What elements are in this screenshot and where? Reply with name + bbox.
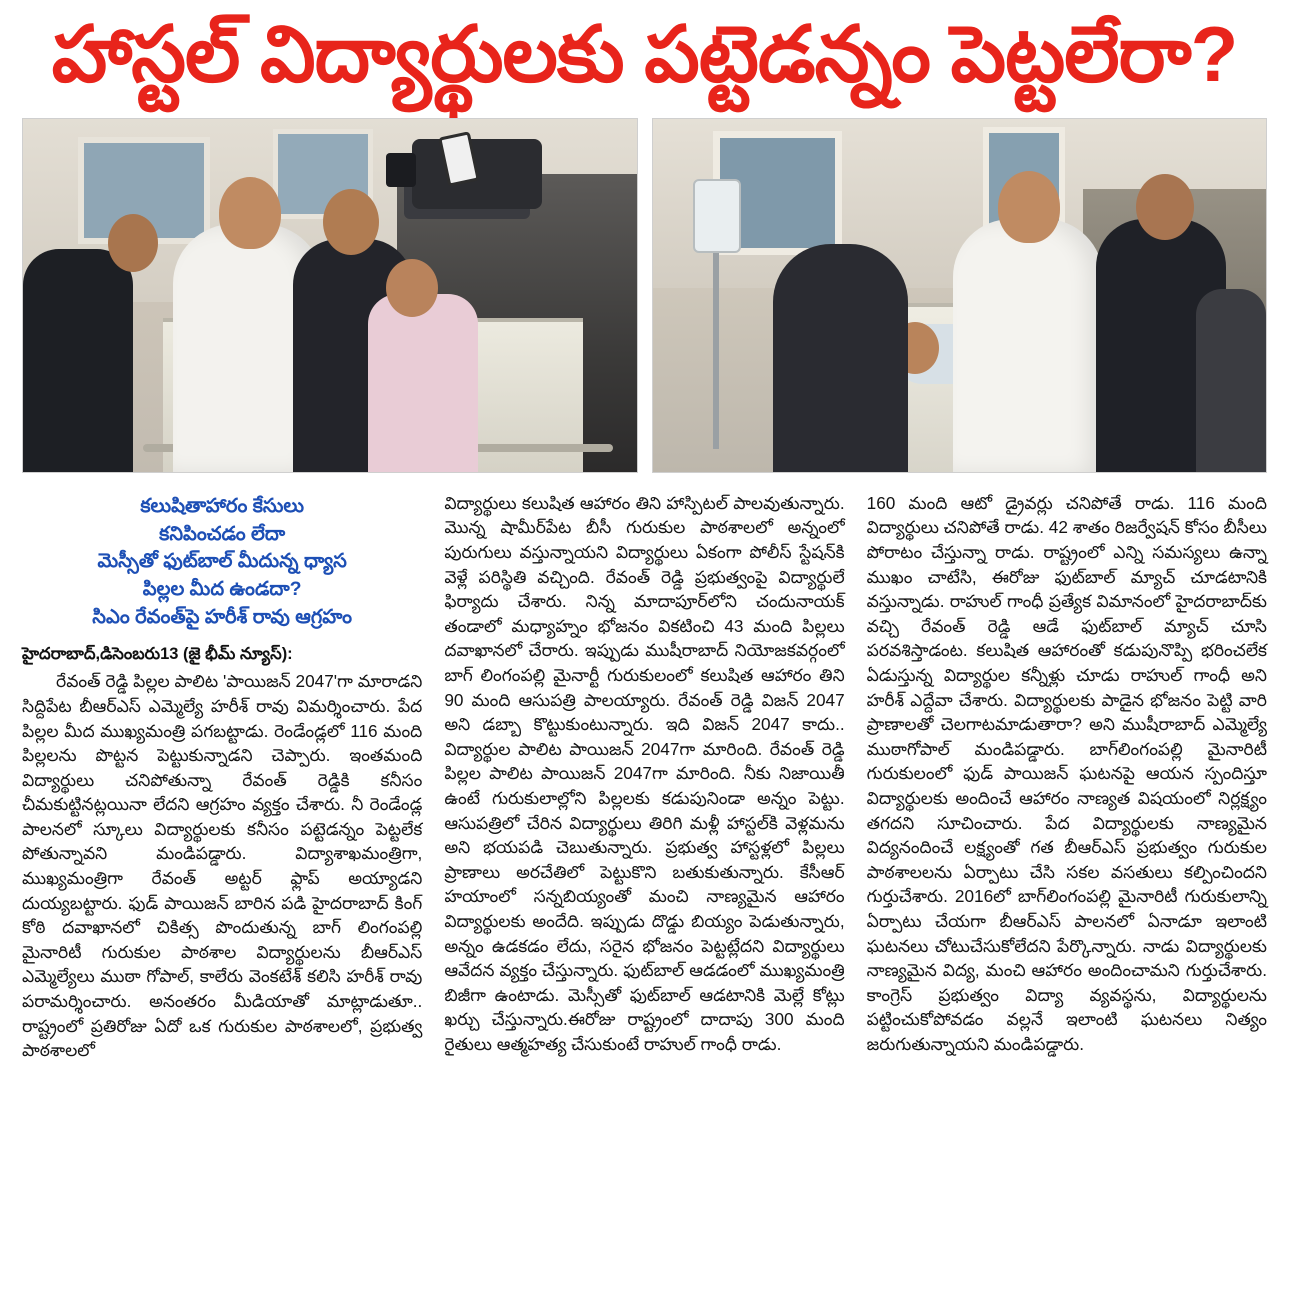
sub-headline-line-2: కనిపించడం లేదా [159, 522, 286, 545]
sub-headline [22, 493, 422, 631]
newspaper-page [0, 10, 1289, 1309]
paragraph: విద్యార్థులు కలుషిత ఆహారం తిని హాస్పిటల్ పాలవుతున్నారు. మొన్న షామీర్‌పేట బీసీ గురుకుల పాఠశాలలో అన్నంలో పురుగులు వస్తున్నాయని విద్యార్థులు ఏకంగా పోలీస్ స్టేషన్‌కి వెళ్లే పరిస్థితి వచ్చింది. రేవంత్ రెడ్డి ప్రభుత్వంపై విద్యార్థులే ఫిర్యాదు చేశారు. నిన్న మాదాపూర్‌లోని చందునాయక్ తండాలో మధ్యాహ్నం భోజనం వికటించి 43 మంది పిల్లలు దవాఖానలో చేరారు. ఇప్పుడు ముషీరాబాద్ నియోజకవర్గంలో బాగ్ లింగంపల్లి మైనార్టీ గురుకులంలో కలుషిత ఆహారం తిని 90 మంది ఆసుపత్రి పాలయ్యారు. రేవంత్ రెడ్డి విజన్ 2047 అని డబ్బా కొట్టుకుంటున్నారు. ఇది విజన్ 2047 కాదు.. విద్యార్థుల పాలిట పాయిజన్ 2047గా మారింది. రేవంత్ రెడ్డి పిల్లల పాలిట పాయిజన్ 2047గా మారింది. నీకు నిజాయితీ ఉంటే గురుకులాల్లోని పిల్లలకు కడుపునిండా అన్నం పెట్టు. ఆసుపత్రిలో చేరిన విద్యార్థులు తిరిగి మళ్లీ హాస్టల్‌కి వెళ్లమను అని భయపడి చెబుతున్నారు. ప్రభుత్వ హాస్టళ్లలో పిల్లలు ప్రాణాలు అరచేతిలో పెట్టుకొని బతుకుతున్నారు. కేసీఆర్ హయాంలో సన్నబియ్యంతో మంచి నాణ్యమైన ఆహారం విద్యార్థులకు అందేది. ఇప్పుడు దొడ్డు బియ్యం పెడుతున్నారు, అన్నం ఉడకడం లేదు, సరైన భోజనం పెట్టట్లేదని విద్యార్థులు ఆవేదన వ్యక్తం చేస్తున్నారు. ఫుట్‌బాల్ ఆడడంలో ముఖ్యమంత్రి బిజీగా ఉంటాడు. మెస్సీతో ఫుట్‌బాల్ ఆడటానికి మెల్లే కోట్లు ఖర్చు చేస్తున్నారు.ఈరోజు రాష్ట్రంలో దాదాపు 300 మంది రైతులు ఆత్మహత్య చేసుకుంటే రాహుల్ గాంధీ రాడు. [444, 492, 845, 1054]
article-body [22, 489, 1267, 1063]
photo-left-patient-figure [368, 294, 478, 473]
paragraph: రేవంత్ రెడ్డి పిల్లల పాలిట 'పాయిజన్ 2047'గా మారాడని సిద్దిపేట బీఆర్ఎస్ ఎమ్మెల్యే హరీశ్ రావు విమర్శించారు. పేద పిల్లల మీద ముఖ్యమంత్రి పగబట్టాడు. రెండేండ్లలో 116 మంది పిల్లలను పొట్టన పెట్టుకున్నాడని చెప్పారు. ఇంతమంది విద్యార్థులు చనిపోతున్నా రేవంత్ రెడ్డికి కనీసం చీమకుట్టినట్లయినా లేదని ఆగ్రహం వ్యక్తం చేశారు. నీ రెండేండ్ల పాలనలో స్కూలు విద్యార్థులకు కనీసం పట్టెడన్నం పెట్టలేక పోతున్నావని మండిపడ్డారు. విద్యాశాఖమంత్రిగా, ముఖ్యమంత్రిగా రేవంత్ అట్టర్ ఫ్లాప్ అయ్యాడని దుయ్యబట్టారు. ఫుడ్ పాయిజన్ బారిన పడి హైదరాబాద్ కింగ్ కోఠి దవాఖానలో చికిత్స పొందుతున్న బాగ్ లింగంపల్లి మైనారిటీ గురుకుల పాఠశాల విద్యార్థులను బీఆర్ఎస్ ఎమ్మెల్యేలు ముఠా గోపాల్, కాలేరు వెంకటేశ్ కలిసి హరీశ్ రావు పరామర్శించారు. అనంతరం మీడియాతో మాట్లాడుతూ.. రాష్ట్రంలో ప్రతిరోజు ఏదో ఒక గురుకుల పాఠశాలలో, ప్రభుత్వ పాఠశాలలో [22, 671, 423, 1061]
photo-right-leader-figure [953, 219, 1103, 473]
page-title: హాస్టల్ విద్యార్థులకు పట్టెడన్నం పెట్టలేరా? [51, 10, 1238, 98]
sub-headline-line-5: సిఎం రేవంత్‌పై హరీశ్ రావు ఆగ్రహం [92, 605, 353, 628]
sub-headline-line-1: కలుషితాహారం కేసులు [140, 494, 304, 517]
photo-left-patient-head [386, 259, 438, 317]
photo-right-attendant-figure [773, 244, 908, 473]
column-3 [867, 489, 1267, 1063]
iv-drip-icon [693, 179, 741, 253]
photo-left-bystander-head [108, 214, 158, 272]
photo-left-leader-head [219, 177, 281, 249]
column-1-text [22, 669, 422, 1063]
column-1 [22, 489, 422, 1063]
column-2-text [444, 491, 844, 1057]
sub-headline-line-3: మెస్సీతో ఫుట్‌బాల్ మీదున్న ధ్యాస [97, 550, 347, 573]
photo-row [22, 118, 1267, 473]
photo-left-aide-head [323, 189, 379, 255]
photo-right [652, 118, 1268, 473]
photo-right-foreground-figure [1196, 289, 1266, 473]
photo-left [22, 118, 638, 473]
column-3-text [867, 491, 1267, 1057]
photo-right-companion-head [1136, 174, 1194, 240]
sub-headline-line-4: పిల్లల మీద ఉండదా? [142, 577, 302, 600]
paragraph: 160 మంది ఆటో డ్రైవర్లు చనిపోతే రాడు. 116 మంది విద్యార్థులు చనిపోతే రాడు. 42 శాతం రిజర్వేషన్ కోసం బీసీలు పోరాటం చేస్తున్నా రాడు. రాష్ట్రంలో ఎన్ని సమస్యలు ఉన్నా ముఖం చాటేసి, ఈరోజు ఫుట్‌బాల్ మ్యాచ్ చూడటానికి వస్తున్నాడు. రాహుల్ గాంధీ ప్రత్యేక విమానంలో హైదరాబాద్‌కు వచ్చి రేవంత్ రెడ్డి ఆడే ఫుట్‌బాల్ మ్యాచ్ చూసి పరవశిస్తాడంట. కలుషిత ఆహారంతో కడుపునొప్పి భరించలేక ఏడుస్తున్న విద్యార్థుల కన్నీళ్లు చూడు రాహుల్ గాంధీ అని హరీశ్ ఎద్దేవా చేశారు. విద్యార్థులకు పాడైన భోజనం పెట్టి వారి ప్రాణాలతో చెలగాటమాడుతారా? అని ముషీరాబాద్ ఎమ్మెల్యే ముఠాగోపాల్ మండిపడ్డారు. బాగ్‌లింగంపల్లి మైనారిటీ గురుకులంలో ఫుడ్ పాయిజన్ ఘటనపై ఆయన స్పందిస్తూ విద్యార్థులకు అందించే ఆహారం నాణ్యత విషయంలో నిర్లక్ష్యం తగదని సూచించారు. పేద విద్యార్థులకు నాణ్యమైన విద్యనందించే లక్ష్యంతో గత బీఆర్ఎస్ ప్రభుత్వం గురుకుల పాఠశాలలను ఏర్పాటు చేసి సకల వసతులు కల్పించిందని గుర్తుచేశారు. 2016లో బాగ్‌లింగంపల్లి మైనారిటీ గురుకులాన్ని ఏర్పాటు చేయగా బీఆర్ఎస్ పాలనలో ఏనాడూ ఇలాంటి ఘటనలు చోటుచేసుకోలేదని పేర్కొన్నారు. నాడు విద్యార్థులకు నాణ్యమైన విద్య, మంచి ఆహారం అందించామని గుర్తుచేశారు. కాంగ్రెస్ ప్రభుత్వం విద్యా వ్యవస్థను, విద్యార్థులను పట్టించుకోపోవడం వల్లనే ఇలాంటి ఘటనలు నిత్యం జరుగుతున్నాయని మండిపడ్డారు. [866, 492, 1267, 1054]
photo-left-bystander [23, 249, 133, 473]
photo-right-leader-head [998, 171, 1060, 243]
dateline: హైదరాబాద్,డిసెంబరు13 (జై భీమ్ న్యూస్): [22, 645, 293, 664]
column-2 [444, 489, 844, 1063]
